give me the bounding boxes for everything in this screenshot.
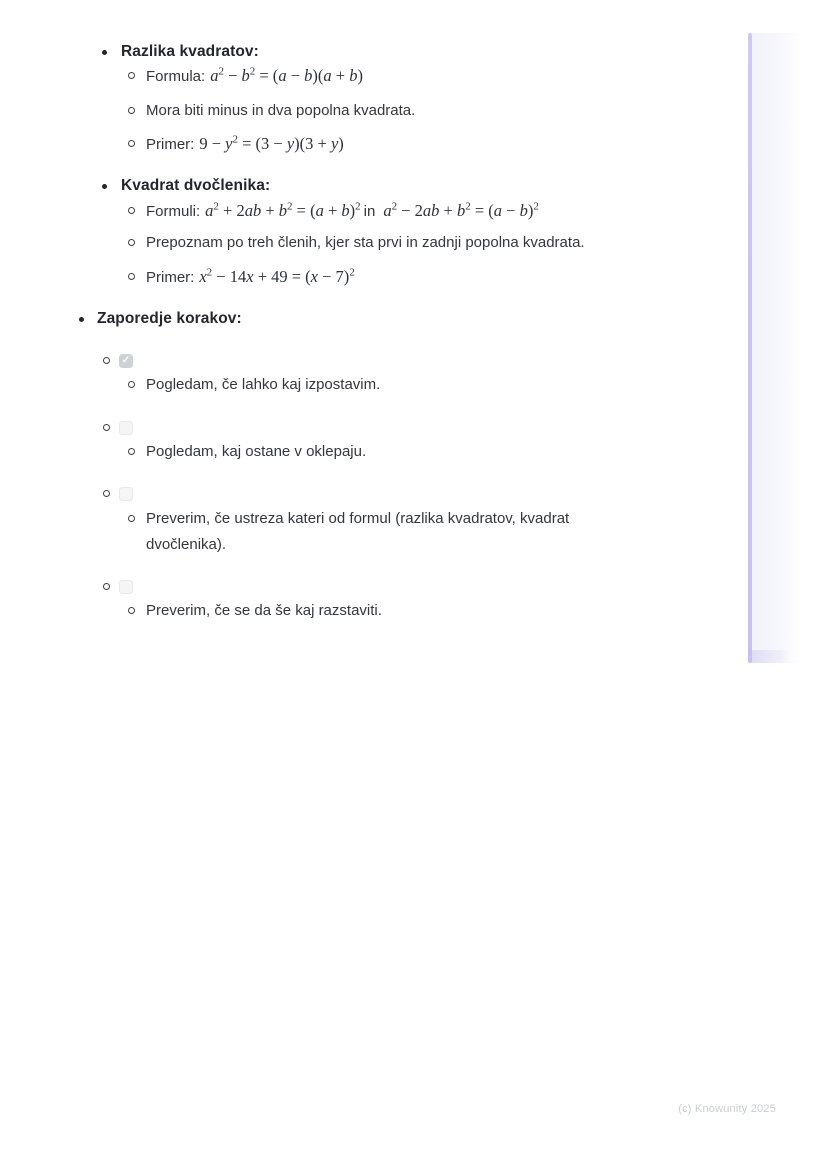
section-title: Zaporedje korakov:	[97, 310, 242, 327]
checklist-item	[0, 421, 788, 435]
checklist-item-text	[0, 506, 788, 558]
item-label: Primer:	[146, 269, 195, 286]
checkbox-step-4[interactable]	[119, 580, 133, 594]
circle-bullet-icon	[128, 381, 135, 388]
circle-bullet-icon	[128, 207, 135, 214]
math-formula: $a^2 + 2ab + b^2 = (a + b)^2$	[205, 200, 361, 220]
checklist-item-text	[0, 442, 788, 462]
bullet-item-kvadrat-dvoclenika	[0, 176, 788, 196]
circle-bullet-icon	[128, 607, 135, 614]
bullet-item-primer	[0, 267, 788, 288]
checkbox-step-2[interactable]	[119, 421, 133, 435]
checklist-item	[0, 487, 788, 501]
section-title: Razlika kvadratov:	[121, 43, 259, 60]
math-formula: $a^2 - 2ab + b^2 = (a - b)^2$	[383, 200, 539, 220]
bullet-icon	[79, 317, 84, 322]
item-text: Mora biti minus in dva popolna kvadrata.	[146, 102, 416, 119]
bullet-item-zaporedje-korakov	[0, 309, 788, 329]
conjunction-text: in	[363, 203, 376, 220]
circle-bullet-icon	[103, 583, 110, 590]
item-text: Pogledam, kaj ostane v oklepaju.	[146, 443, 367, 460]
bullet-item-formuli	[0, 201, 788, 222]
item-text: Preverim, če ustreza kateri od formul (razlika kvadratov, kvadrat dvočlenika).	[146, 510, 570, 553]
bullet-icon	[102, 50, 107, 55]
circle-bullet-icon	[128, 72, 135, 79]
circle-bullet-icon	[128, 107, 135, 114]
checklist-item	[0, 354, 788, 368]
side-accent-bottom-band	[748, 650, 792, 663]
checklist-item-text	[0, 375, 788, 395]
item-label: Formuli:	[146, 203, 201, 220]
bullet-item-note	[0, 101, 788, 121]
checklist-item	[0, 580, 788, 594]
math-formula: $a^2 - b^2 = (a - b)(a + b)$	[210, 65, 363, 85]
item-text: Pogledam, če lahko kaj izpostavim.	[146, 376, 381, 393]
circle-bullet-icon	[128, 515, 135, 522]
bullet-item-note	[0, 233, 788, 253]
checkbox-step-3[interactable]	[119, 487, 133, 501]
circle-bullet-icon	[128, 273, 135, 280]
checkmark-icon: ✓	[121, 355, 131, 366]
item-text: Prepoznam po treh členih, kjer sta prvi in zadnji popolna kvadrata.	[146, 234, 585, 251]
bullet-icon	[102, 184, 107, 189]
math-formula: $9 - y^2 = (3 - y)(3 + y)$	[199, 133, 344, 153]
circle-bullet-icon	[103, 357, 110, 364]
circle-bullet-icon	[103, 424, 110, 431]
side-accent-panel	[752, 33, 800, 663]
item-label: Primer:	[146, 136, 195, 153]
bullet-item-razlika-kvadratov	[0, 42, 788, 62]
circle-bullet-icon	[128, 140, 135, 147]
bullet-item-primer	[0, 134, 788, 155]
item-text: Preverim, če se da še kaj razstaviti.	[146, 602, 382, 619]
circle-bullet-icon	[128, 239, 135, 246]
checkbox-step-1[interactable]	[119, 354, 133, 368]
item-label: Formula:	[146, 68, 206, 85]
math-formula: $x^2 - 14x + 49 = (x - 7)^2$	[199, 266, 355, 286]
circle-bullet-icon	[103, 490, 110, 497]
bullet-item-formula	[0, 66, 788, 87]
checklist-item-text	[0, 601, 788, 621]
circle-bullet-icon	[128, 448, 135, 455]
section-title: Kvadrat dvočlenika:	[121, 177, 271, 194]
copyright-footer: (c) Knowunity 2025	[678, 1103, 776, 1115]
